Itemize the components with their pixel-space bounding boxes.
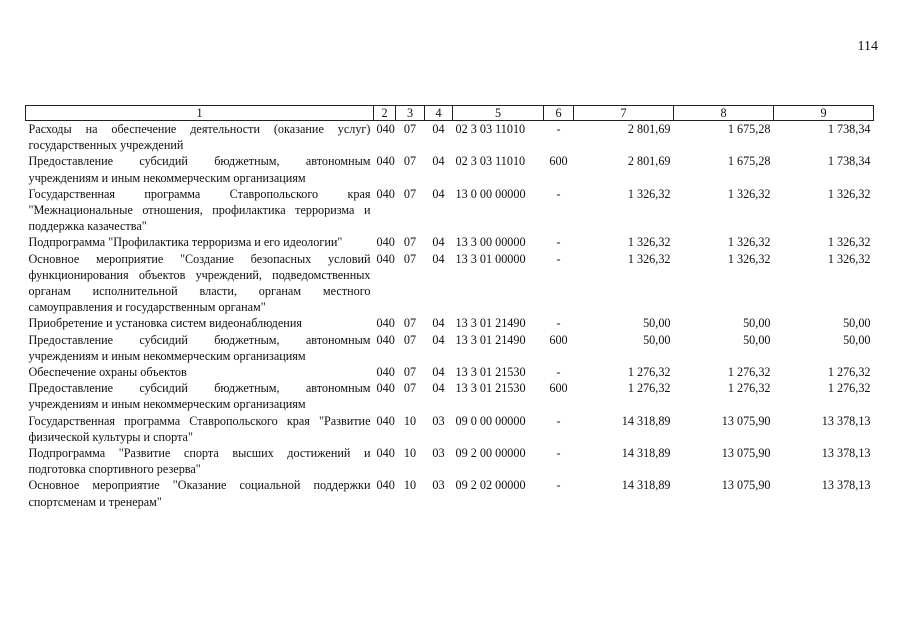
target-article: 13 3 01 21490 — [455, 332, 526, 347]
amount-col-8: 1 326,32 — [727, 235, 771, 250]
section-code: 07 — [403, 381, 417, 396]
target-article: 13 3 01 00000 — [455, 251, 526, 266]
subsection-code: 03 — [432, 413, 445, 428]
expense-type: - — [556, 446, 561, 461]
amount-col-7: 50,00 — [643, 332, 671, 347]
target-article: 02 3 03 11010 — [455, 154, 526, 169]
section-code: 10 — [403, 478, 417, 493]
amount-col-9: 50,00 — [843, 332, 871, 347]
subsection-code: 03 — [432, 446, 445, 461]
target-article: 09 2 02 00000 — [455, 478, 526, 493]
expense-type: - — [556, 122, 561, 136]
row-name: Государственная программа Ставропольского края "Развитие физической культуры и спорта" — [28, 413, 371, 444]
column-header: 8 — [674, 106, 774, 121]
row-name: Предоставление субсидий бюджетным, автономным учреждениям и иным некоммерческим организациям — [28, 381, 371, 412]
column-header: 1 — [26, 106, 374, 121]
admin-code: 040 — [376, 316, 395, 331]
amount-col-8: 1 326,32 — [727, 186, 771, 201]
admin-code: 040 — [376, 122, 395, 136]
amount-col-8: 13 075,90 — [721, 478, 771, 493]
expense-type: - — [556, 478, 561, 493]
amount-col-9: 1 276,32 — [827, 381, 871, 396]
amount-col-8: 1 326,32 — [727, 251, 771, 266]
column-header: 3 — [396, 106, 425, 121]
subsection-code: 04 — [432, 365, 445, 380]
amount-col-9: 1 326,32 — [827, 251, 871, 266]
subsection-code: 04 — [432, 154, 445, 169]
table-row — [26, 380, 874, 412]
amount-col-7: 1 276,32 — [627, 381, 671, 396]
header-row — [26, 106, 874, 121]
row-name: Предоставление субсидий бюджетным, автономным учреждениям и иным некоммерческим организациям — [28, 332, 371, 363]
amount-col-7: 14 318,89 — [621, 413, 671, 428]
table-row — [26, 251, 874, 316]
section-code: 07 — [403, 251, 417, 266]
amount-col-7: 2 801,69 — [627, 122, 671, 136]
page-number: 114 — [857, 39, 878, 54]
column-header: 4 — [425, 106, 453, 121]
expense-type: - — [556, 413, 561, 428]
expense-type: - — [556, 316, 561, 331]
amount-col-8: 13 075,90 — [721, 413, 771, 428]
section-code: 07 — [403, 186, 417, 201]
amount-col-8: 50,00 — [743, 316, 771, 331]
table-row — [26, 234, 874, 250]
amount-col-8: 13 075,90 — [721, 446, 771, 461]
target-article: 13 0 00 00000 — [455, 186, 526, 201]
admin-code: 040 — [376, 381, 395, 396]
amount-col-8: 50,00 — [743, 332, 771, 347]
row-name: Обеспечение охраны объектов — [28, 365, 187, 380]
row-name: Предоставление субсидий бюджетным, автономным учреждениям и иным некоммерческим организациям — [28, 154, 371, 185]
target-article: 13 3 00 00000 — [455, 235, 526, 250]
admin-code: 040 — [376, 251, 395, 266]
amount-col-7: 1 326,32 — [627, 186, 671, 201]
row-name: Расходы на обеспечение деятельности (оказание услуг) государственных учреждений — [28, 122, 371, 153]
expense-type: 600 — [549, 381, 568, 396]
budget-table — [25, 105, 874, 510]
admin-code: 040 — [376, 235, 395, 250]
table-row — [26, 445, 874, 477]
amount-col-9: 13 378,13 — [821, 446, 871, 461]
amount-col-9: 1 276,32 — [827, 365, 871, 380]
section-code: 07 — [403, 365, 417, 380]
admin-code: 040 — [376, 478, 395, 493]
subsection-code: 04 — [432, 381, 445, 396]
amount-col-9: 1 738,34 — [827, 122, 871, 136]
row-name: Подпрограмма "Профилактика терроризма и его идеологии" — [28, 235, 343, 250]
column-header: 9 — [774, 106, 874, 121]
amount-col-9: 13 378,13 — [821, 413, 871, 428]
table-row — [26, 315, 874, 331]
admin-code: 040 — [376, 413, 395, 428]
subsection-code: 04 — [432, 332, 445, 347]
table-row — [26, 332, 874, 364]
table-row — [26, 364, 874, 380]
row-name: Основное мероприятие "Оказание социальной поддержки спортсменам и тренерам" — [28, 478, 371, 509]
amount-col-7: 14 318,89 — [621, 478, 671, 493]
expense-type: - — [556, 365, 561, 380]
section-code: 07 — [403, 316, 417, 331]
amount-col-7: 1 326,32 — [627, 251, 671, 266]
row-name: Государственная программа Ставропольского края "Межнациональные отношения, профилактика терроризма и поддержка казачества" — [28, 186, 371, 234]
subsection-code: 04 — [432, 251, 445, 266]
column-header: 7 — [574, 106, 674, 121]
column-header: 6 — [544, 106, 574, 121]
table-body — [26, 121, 874, 510]
admin-code: 040 — [376, 154, 395, 169]
table-row — [26, 477, 874, 509]
subsection-code: 04 — [432, 235, 445, 250]
expense-type: - — [556, 186, 561, 201]
section-code: 10 — [403, 413, 417, 428]
table-row — [26, 186, 874, 235]
expense-type: - — [556, 235, 561, 250]
amount-col-7: 2 801,69 — [627, 154, 671, 169]
column-header: 5 — [453, 106, 544, 121]
admin-code: 040 — [376, 365, 395, 380]
expense-type: - — [556, 251, 561, 266]
target-article: 13 3 01 21490 — [455, 316, 526, 331]
amount-col-9: 1 326,32 — [827, 186, 871, 201]
target-article: 02 3 03 11010 — [455, 122, 526, 136]
admin-code: 040 — [376, 332, 395, 347]
table-row — [26, 121, 874, 154]
amount-col-7: 1 326,32 — [627, 235, 671, 250]
amount-col-9: 1 326,32 — [827, 235, 871, 250]
amount-col-9: 13 378,13 — [821, 478, 871, 493]
row-name: Подпрограмма "Развитие спорта высших достижений и подготовка спортивного резерва" — [28, 446, 371, 477]
amount-col-8: 1 276,32 — [727, 365, 771, 380]
amount-col-8: 1 675,28 — [727, 154, 771, 169]
subsection-code: 04 — [432, 316, 445, 331]
target-article: 13 3 01 21530 — [455, 381, 526, 396]
row-name: Основное мероприятие "Создание безопасных условий функционирования объектов учреждений, подведомственных органам исполнительной власти, органам местного самоуправления и государственным органам" — [28, 251, 371, 315]
section-code: 07 — [403, 122, 417, 136]
row-name: Приобретение и установка систем видеонаблюдения — [28, 316, 302, 331]
target-article: 13 3 01 21530 — [455, 365, 526, 380]
amount-col-9: 1 738,34 — [827, 154, 871, 169]
amount-col-8: 1 675,28 — [727, 122, 771, 136]
table-row — [26, 153, 874, 185]
amount-col-7: 14 318,89 — [621, 446, 671, 461]
section-code: 07 — [403, 332, 417, 347]
target-article: 09 0 00 00000 — [455, 413, 526, 428]
expense-type: 600 — [549, 154, 568, 169]
subsection-code: 04 — [432, 186, 445, 201]
expense-type: 600 — [549, 332, 568, 347]
section-code: 10 — [403, 446, 417, 461]
amount-col-7: 1 276,32 — [627, 365, 671, 380]
table-row — [26, 413, 874, 445]
subsection-code: 03 — [432, 478, 445, 493]
subsection-code: 04 — [432, 122, 445, 136]
section-code: 07 — [403, 154, 417, 169]
column-header: 2 — [374, 106, 396, 121]
amount-col-7: 50,00 — [643, 316, 671, 331]
admin-code: 040 — [376, 446, 395, 461]
target-article: 09 2 00 00000 — [455, 446, 526, 461]
amount-col-9: 50,00 — [843, 316, 871, 331]
admin-code: 040 — [376, 186, 395, 201]
section-code: 07 — [403, 235, 417, 250]
amount-col-8: 1 276,32 — [727, 381, 771, 396]
